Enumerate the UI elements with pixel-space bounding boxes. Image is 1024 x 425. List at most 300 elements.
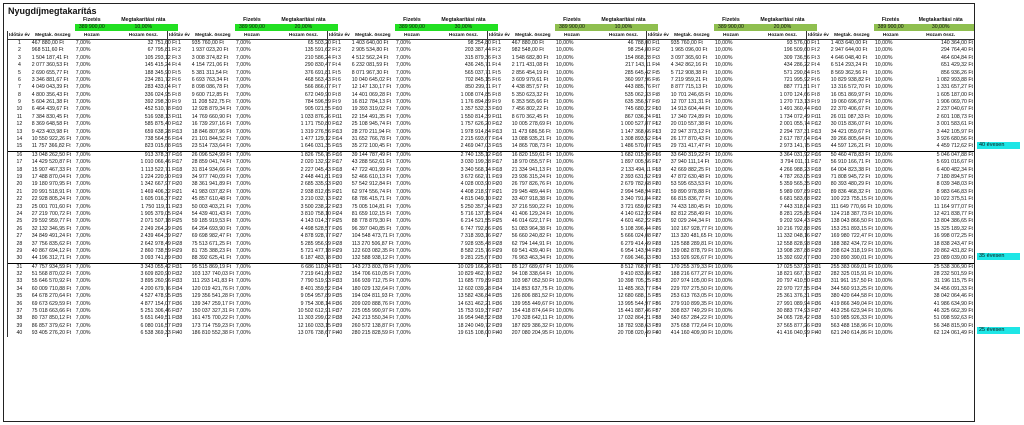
yield-total-cell: 823 015,68 Ft bbox=[144, 143, 177, 150]
yield-rate-cell: 10,00% bbox=[714, 47, 733, 54]
yield-rate-cell: 7,00% bbox=[75, 91, 91, 98]
year-cell: 11 bbox=[647, 114, 670, 121]
table-row bbox=[488, 293, 658, 300]
year-cell: 33 bbox=[807, 278, 830, 285]
saved-amount-cell: 15 907 467,33 Ft bbox=[31, 166, 72, 173]
yield-total-cell: 8 512 768,97 Ft bbox=[589, 263, 658, 271]
table-row bbox=[807, 240, 975, 247]
yield-total-cell: 3 001 583,61 Ft bbox=[936, 121, 973, 128]
table-row bbox=[168, 92, 338, 99]
yield-rate-cell: 10,00% bbox=[714, 76, 733, 83]
year-cell: 24 bbox=[168, 211, 191, 218]
yield-rate-cell: 7,00% bbox=[235, 128, 251, 135]
year-cell: 16 bbox=[807, 151, 830, 159]
yield-rate-cell: 7,00% bbox=[75, 76, 91, 83]
table-row bbox=[807, 114, 975, 121]
yield-total-cell: 738 564,56 Ft bbox=[144, 136, 177, 143]
yield-total-cell: 1 897 005,56 Ft bbox=[620, 159, 657, 166]
saved-amount-cell: 16 051 869,97 Ft bbox=[830, 91, 871, 98]
year-cell: 24 bbox=[488, 211, 511, 218]
saved-amount-cell: 41 406 129,24 Ft bbox=[511, 210, 552, 217]
yield-rate-cell: 10,00% bbox=[714, 308, 733, 315]
saved-amount-cell: 69 541 439,40 Ft bbox=[511, 247, 552, 254]
year-cell: 23 bbox=[8, 203, 31, 210]
saved-amount-cell: 85 127 689,67 Ft bbox=[511, 263, 555, 271]
yield-total-cell: 5 716 137,15 Ft bbox=[460, 210, 497, 217]
yield-rate-cell: 7,00% bbox=[235, 174, 251, 180]
yield-rate-cell: 10,00% bbox=[874, 255, 893, 262]
year-cell: 29 bbox=[8, 248, 31, 255]
year-cell: 8 bbox=[488, 92, 511, 99]
table-row bbox=[807, 196, 975, 203]
blank-cell bbox=[328, 17, 351, 24]
saved-amount-cell: 31 814 934,66 Ft bbox=[191, 166, 232, 173]
yield-total-cell: 2 994 548,94 Ft bbox=[620, 188, 657, 195]
saved-amount-cell: 414 160 409,90 Ft bbox=[670, 330, 713, 337]
yield-rate-cell: 7,00% bbox=[395, 62, 411, 69]
yield-total-cell: 376 691,81 Ft bbox=[304, 69, 337, 76]
saved-amount-cell: 80 737 850,12 Ft bbox=[31, 315, 72, 322]
saved-amount-cell: 80 393 480,29 Ft bbox=[830, 181, 871, 188]
year-cell: 10 bbox=[807, 106, 830, 113]
yield-rate-cell: 7,00% bbox=[395, 196, 411, 203]
saved-amount-cell: 129 356 541,28 Ft bbox=[191, 293, 234, 300]
yield-total-cell: 5 046 047,88 Ft bbox=[907, 151, 974, 159]
table-row bbox=[807, 233, 975, 240]
year-cell: 36 bbox=[8, 300, 31, 307]
yield-rate-cell: 7,00% bbox=[75, 285, 91, 292]
table-row bbox=[647, 308, 817, 315]
year-cell: 30 bbox=[807, 255, 830, 263]
year-cell: 31 bbox=[328, 263, 351, 271]
year-cell: 11 bbox=[807, 114, 830, 121]
yield-rate-cell: 10,00% bbox=[555, 300, 574, 307]
year-cell: 26 bbox=[328, 226, 351, 233]
yield-rate-cell: 7,00% bbox=[235, 293, 251, 300]
yield-total-cell: 1 342 667,97 Ft bbox=[140, 181, 177, 188]
saved-amount-cell: 7 384 830,45 Ft bbox=[31, 113, 69, 120]
saved-amount-cell: 44 597 126,21 Ft bbox=[830, 143, 871, 150]
saved-amount-cell: 56 910 166,71 Ft bbox=[830, 159, 871, 166]
yield-total-cell: 1 331 657,27 Ft bbox=[936, 84, 973, 91]
yield-total-cell: 285 645,42 Ft bbox=[624, 69, 657, 76]
saved-amount-cell: 10 701 246,65 Ft bbox=[670, 91, 711, 98]
scenario-table bbox=[646, 17, 817, 337]
block-header-row bbox=[647, 17, 817, 24]
saved-amount-cell: 14 769 660,90 Ft bbox=[191, 113, 232, 120]
table-row bbox=[488, 323, 658, 330]
table-row bbox=[807, 151, 975, 159]
yield-rate-cell: 7,00% bbox=[75, 255, 91, 262]
table-row bbox=[168, 233, 338, 240]
yield-rate-cell: 7,00% bbox=[395, 143, 411, 150]
table-row bbox=[168, 128, 338, 135]
table-row bbox=[647, 39, 817, 47]
table-row bbox=[328, 189, 498, 196]
yield-rate-cell: 7,00% bbox=[395, 308, 411, 315]
table-row bbox=[168, 166, 338, 173]
yield-total-cell: 1 826 756,75 Ft bbox=[269, 151, 338, 159]
rate-input[interactable]: 30,00% bbox=[907, 24, 974, 31]
saved-amount-cell: 253 613 763,05 Ft bbox=[670, 293, 713, 300]
yield-total-cell: 234 281,72 Ft bbox=[144, 76, 177, 83]
column-header-row bbox=[807, 31, 975, 39]
yield-total-cell: 7 696 346,33 Ft bbox=[620, 255, 657, 262]
saved-amount-cell: 29 592 959,77 Ft bbox=[31, 218, 72, 225]
yield-rate-cell: 10,00% bbox=[555, 247, 574, 254]
saved-amount-cell: 51 083 964,38 Ft bbox=[511, 225, 552, 232]
scenario-table bbox=[487, 17, 658, 337]
yield-rate-cell: 7,00% bbox=[235, 218, 251, 225]
saved-amount-cell: 66 815 836,77 Ft bbox=[670, 196, 711, 203]
year-cell: 11 bbox=[488, 114, 511, 121]
scenario-table bbox=[167, 17, 338, 337]
salary-input[interactable]: 389 900,00 bbox=[395, 24, 429, 31]
table-row bbox=[647, 323, 817, 330]
yield-total-cell: 1 750 119,11 Ft bbox=[141, 203, 177, 210]
yield-rate-cell: 10,00% bbox=[874, 240, 893, 247]
saved-amount-cell: 74 433 180,45 Ft bbox=[670, 203, 711, 210]
yield-rate-cell: 7,00% bbox=[235, 255, 251, 262]
year-cell: 34 bbox=[647, 286, 670, 293]
yield-rate-cell: 7,00% bbox=[235, 99, 251, 106]
table-row bbox=[488, 151, 658, 159]
saved-amount-cell: 75 513 671,25 Ft bbox=[191, 240, 232, 247]
saved-amount-cell: 255 383 069,01 Ft bbox=[830, 263, 873, 270]
yield-rate-cell: 7,00% bbox=[75, 196, 91, 203]
table-row bbox=[488, 211, 658, 218]
salary-input[interactable]: 389 900,00 bbox=[75, 24, 109, 31]
salary-input[interactable]: 389 900,00 bbox=[555, 24, 589, 31]
yield-total-cell: 721 995,92 Ft bbox=[783, 76, 816, 83]
saved-amount-cell: 33 407 918,38 Ft bbox=[511, 196, 552, 203]
saved-amount-cell: 463 256 623,94 Ft bbox=[830, 308, 873, 315]
yield-rate-cell: 7,00% bbox=[75, 106, 91, 113]
saved-amount-cell: 81 659 102,15 Ft bbox=[351, 210, 392, 217]
yield-total-cell: 1 605 187,00 Ft bbox=[936, 91, 973, 98]
table-row bbox=[807, 92, 975, 99]
yield-total-cell: 37 565 877,26 Ft bbox=[776, 322, 816, 329]
yield-total-cell: 9 202 924,43 Ft bbox=[779, 218, 816, 225]
yield-rate-cell: 10,00% bbox=[714, 188, 733, 195]
saved-amount-cell: 33 640 319,22 Ft bbox=[670, 151, 714, 159]
year-cell: 25 bbox=[647, 218, 670, 225]
yield-total-cell: 2 071 507,18 Ft bbox=[140, 218, 177, 225]
saved-amount-cell: 4 800 356,43 Ft bbox=[31, 91, 69, 98]
yield-rate-cell: 7,00% bbox=[235, 315, 251, 322]
saved-amount-cell: 113 320 481,65 Ft bbox=[670, 233, 713, 240]
year-cell: 18 bbox=[488, 166, 511, 173]
yield-total-cell: 1 176 894,89 Ft bbox=[460, 99, 497, 106]
yield-rate-cell: 10,00% bbox=[714, 300, 733, 307]
table-row bbox=[328, 278, 498, 285]
yield-total-cell: 2 448 441,81 Ft bbox=[300, 174, 337, 180]
year-cell: 34 bbox=[328, 286, 351, 293]
blank-cell bbox=[351, 17, 395, 24]
yield-rate-cell: 7,00% bbox=[395, 54, 411, 61]
yield-rate-cell: 10,00% bbox=[555, 203, 574, 210]
table-row bbox=[647, 271, 817, 278]
year-cell: 5 bbox=[807, 69, 830, 76]
table-row bbox=[647, 69, 817, 76]
table-row bbox=[488, 196, 658, 203]
saved-amount-cell: 54 439 401,43 Ft bbox=[191, 210, 232, 217]
saved-amount-cell: 60 009 710,88 Ft bbox=[31, 285, 72, 292]
yield-total-cell: 11 485 363,77 Ft bbox=[618, 285, 657, 292]
year-cell: 38 bbox=[488, 315, 511, 322]
table-row bbox=[488, 240, 658, 247]
yield-rate-cell: 10,00% bbox=[714, 151, 748, 159]
saved-amount-cell: 230 890 390,01 Ft bbox=[830, 255, 873, 262]
yield-total-cell: 15 441 887,46 Ft bbox=[617, 308, 657, 315]
year-cell: 3 bbox=[168, 55, 191, 62]
table-row bbox=[807, 181, 975, 188]
yield-total-cell: 651 429,32 Ft bbox=[940, 62, 973, 69]
spreadsheet bbox=[3, 3, 975, 422]
table-row bbox=[328, 136, 498, 143]
table-row bbox=[647, 293, 817, 300]
table-row bbox=[647, 47, 817, 54]
rate-input[interactable]: 30,00% bbox=[429, 24, 498, 31]
salary-input[interactable]: 389 900,00 bbox=[235, 24, 269, 31]
yield-total-cell: 3 343 055,42 Ft bbox=[109, 263, 178, 271]
rate-input[interactable]: 20,00% bbox=[748, 24, 817, 31]
year-cell: 39 bbox=[8, 323, 31, 330]
table-row bbox=[647, 330, 817, 337]
yield-total-cell: 210 586,24 Ft bbox=[304, 54, 337, 61]
saved-amount-cell: 50 460 478,83 Ft bbox=[830, 151, 874, 159]
block-input-row bbox=[807, 24, 975, 31]
yield-rate-cell: 7,00% bbox=[235, 143, 251, 150]
table-row bbox=[807, 286, 975, 293]
yield-total-cell: 468 563,43 Ft bbox=[304, 76, 337, 83]
salary-input[interactable]: 389 900,00 bbox=[874, 24, 907, 31]
year-cell: 14 bbox=[647, 136, 670, 143]
table-row bbox=[328, 39, 498, 47]
year-cell: 6 bbox=[328, 77, 351, 84]
table-row bbox=[328, 114, 498, 121]
yield-total-cell: 7 318 393,16 Ft bbox=[460, 233, 497, 240]
saved-amount-cell: 340 657 284,22 Ft bbox=[670, 315, 713, 322]
blank-cell bbox=[488, 17, 511, 24]
salary-header: Fizetés bbox=[403, 17, 421, 24]
year-cell: 2 bbox=[488, 47, 511, 54]
table-row bbox=[168, 151, 338, 159]
yield-total-cell: 1 477 129,12 Ft bbox=[300, 136, 337, 143]
year-cell: 9 bbox=[328, 99, 351, 106]
yield-rate-cell: 10,00% bbox=[874, 278, 893, 285]
table-row bbox=[807, 84, 975, 91]
year-cell: 14 bbox=[168, 136, 191, 143]
table-row bbox=[8, 84, 178, 91]
yield-rate-cell: 7,00% bbox=[235, 121, 251, 128]
table-row bbox=[8, 106, 178, 113]
rate-input[interactable]: 10,00% bbox=[109, 24, 178, 31]
saved-amount-cell: 9 423 403,98 Ft bbox=[31, 128, 69, 135]
year-cell: 25 bbox=[807, 218, 830, 225]
saved-amount-cell: 207 080 204,95 Ft bbox=[511, 330, 554, 337]
yield-rate-cell: 10,00% bbox=[874, 300, 893, 307]
rate-input[interactable]: 10,00% bbox=[589, 24, 658, 31]
saved-amount-cell: 8 877 715,13 Ft bbox=[670, 84, 708, 91]
saved-amount-cell: 71 808 945,72 Ft bbox=[830, 174, 871, 180]
table-row bbox=[647, 99, 817, 106]
table-row bbox=[8, 166, 178, 173]
col-header-hozam-ossz: Hozam össz. bbox=[589, 31, 658, 39]
yield-total-cell: 23 089 039,00 Ft bbox=[933, 255, 973, 262]
yield-rate-cell: 10,00% bbox=[874, 47, 893, 54]
yield-rate-cell: 7,00% bbox=[235, 47, 251, 54]
yield-rate-cell: 10,00% bbox=[874, 39, 893, 46]
salary-input[interactable]: 389 900,00 bbox=[714, 24, 748, 31]
yield-total-cell: 1 906 069,70 Ft bbox=[936, 99, 973, 106]
year-cell: 20 bbox=[807, 181, 830, 188]
year-cell: 20 bbox=[8, 181, 31, 188]
yield-total-cell: 15 753 919,37 Ft bbox=[457, 308, 497, 315]
yield-rate-cell: 10,00% bbox=[874, 196, 893, 203]
table-row bbox=[807, 62, 975, 69]
table-row bbox=[168, 47, 338, 54]
table-row bbox=[168, 263, 338, 271]
saved-amount-cell: 21 101 844,52 Ft bbox=[191, 136, 232, 143]
yield-total-cell: 1 978 914,84 Ft bbox=[460, 128, 497, 135]
saved-amount-cell: 122 603 082,35 Ft bbox=[351, 247, 394, 254]
saved-amount-cell: 47 722 401,99 Ft bbox=[351, 166, 392, 173]
saved-amount-cell: 47 872 630,48 Ft bbox=[670, 174, 711, 180]
saved-amount-cell: 311 961 157,50 Ft bbox=[830, 278, 873, 285]
saved-amount-cell: 180 029 132,64 Ft bbox=[351, 285, 394, 292]
year-cell: 7 bbox=[168, 84, 191, 91]
yield-total-cell: 22 970 727,55 Ft bbox=[776, 285, 816, 292]
yield-rate-cell: 7,00% bbox=[235, 263, 269, 271]
year-cell: 14 bbox=[488, 136, 511, 143]
table-row bbox=[488, 62, 658, 69]
blank-cell bbox=[351, 24, 395, 31]
rate-input[interactable]: 20,00% bbox=[269, 24, 338, 31]
yield-rate-cell: 10,00% bbox=[555, 128, 574, 135]
year-cell: 2 bbox=[807, 47, 830, 54]
yield-total-cell: 1 605 016,37 Ft bbox=[140, 196, 177, 203]
yield-rate-cell: 7,00% bbox=[75, 293, 91, 300]
rate-header: Megtakarítási ráta bbox=[441, 17, 486, 24]
yield-total-cell: 1 270 713,13 Ft bbox=[779, 99, 816, 106]
yield-total-cell: 1 646 031,35 Ft bbox=[300, 143, 337, 150]
year-cell: 40 bbox=[328, 330, 351, 337]
yield-rate-cell: 10,00% bbox=[874, 99, 893, 106]
table-row bbox=[328, 128, 498, 135]
table-row bbox=[647, 143, 817, 151]
year-cell: 21 bbox=[647, 189, 670, 196]
table-row bbox=[488, 308, 658, 315]
table-row bbox=[328, 159, 498, 166]
table-row bbox=[647, 114, 817, 121]
saved-amount-cell: 8 569 362,56 Ft bbox=[830, 69, 868, 76]
year-cell: 15 bbox=[168, 143, 191, 151]
yield-rate-cell: 7,00% bbox=[395, 76, 411, 83]
table-row bbox=[328, 211, 498, 218]
saved-amount-cell: 103 987 052,50 Ft bbox=[511, 278, 554, 285]
saved-amount-cell: 6 232 081,59 Ft bbox=[351, 62, 389, 69]
yield-total-cell: 27 991 089,94 Ft bbox=[776, 300, 816, 307]
yield-total-cell: 2 617 787,04 Ft bbox=[779, 136, 816, 143]
yield-total-cell: 9 054 957,89 Ft bbox=[300, 293, 337, 300]
table-row bbox=[647, 300, 817, 307]
year-cell: 16 bbox=[8, 151, 31, 159]
table-row bbox=[807, 211, 975, 218]
yield-rate-cell: 7,00% bbox=[75, 300, 91, 307]
yield-rate-cell: 7,00% bbox=[395, 300, 411, 307]
table-row bbox=[168, 248, 338, 255]
yield-total-cell: 659 638,28 Ft bbox=[144, 128, 177, 135]
yield-rate-cell: 10,00% bbox=[555, 106, 574, 113]
year-cell: 23 bbox=[168, 203, 191, 210]
year-cell: 9 bbox=[807, 99, 830, 106]
year-cell: 39 bbox=[328, 323, 351, 330]
yield-rate-cell: 10,00% bbox=[555, 225, 574, 232]
saved-amount-cell: 16 812 784,13 Ft bbox=[351, 99, 392, 106]
saved-amount-cell: 2 947 644,00 Ft bbox=[830, 47, 868, 54]
yield-total-cell: 2 860 738,59 Ft bbox=[140, 247, 177, 254]
col-header-hozam-ossz: Hozam össz. bbox=[907, 31, 974, 39]
saved-amount-cell: 16 820 159,61 Ft bbox=[511, 151, 555, 159]
yield-total-cell: 1 734 072,49 Ft bbox=[779, 113, 816, 120]
year-cell: 21 bbox=[807, 189, 830, 196]
table-row bbox=[168, 62, 338, 69]
year-cell: 27 bbox=[488, 233, 511, 240]
table-row bbox=[328, 99, 498, 106]
block-header-row bbox=[328, 17, 498, 24]
yield-total-cell: 32 751,60 Ft bbox=[147, 39, 177, 46]
col-header-hozam: Hozam bbox=[235, 31, 269, 39]
saved-amount-cell: 31 652 766,78 Ft bbox=[351, 136, 392, 143]
year-cell: 28 bbox=[328, 240, 351, 247]
yield-rate-cell: 7,00% bbox=[75, 136, 91, 143]
yield-rate-cell: 10,00% bbox=[874, 210, 893, 217]
saved-amount-cell: 103 137 740,03 Ft bbox=[191, 271, 234, 278]
table-row bbox=[647, 159, 817, 166]
saved-amount-cell: 14 429 520,87 Ft bbox=[31, 159, 72, 166]
table-row bbox=[168, 300, 338, 307]
saved-amount-cell: 982 548,00 Ft bbox=[511, 47, 544, 54]
saved-amount-cell: 13 316 572,70 Ft bbox=[830, 84, 871, 91]
yield-rate-cell: 10,00% bbox=[874, 330, 893, 337]
saved-amount-cell: 55 646 570,92 Ft bbox=[31, 278, 72, 285]
table-row bbox=[168, 286, 338, 293]
table-row bbox=[647, 181, 817, 188]
saved-amount-cell: 4 154 721,06 Ft bbox=[191, 62, 229, 69]
year-cell: 27 bbox=[8, 233, 31, 240]
blank-cell bbox=[647, 17, 670, 24]
yield-rate-cell: 10,00% bbox=[874, 203, 893, 210]
yield-total-cell: 452 510,78 Ft bbox=[144, 106, 177, 113]
saved-amount-cell: 68 786 415,71 Ft bbox=[351, 196, 392, 203]
table-row bbox=[807, 248, 975, 255]
yield-rate-cell: 7,00% bbox=[235, 166, 251, 173]
saved-amount-cell: 44 196 312,71 Ft bbox=[31, 255, 72, 262]
yield-total-cell: 10 829 462,70 Ft bbox=[457, 271, 497, 278]
year-cell: 30 bbox=[328, 255, 351, 263]
table-row bbox=[168, 136, 338, 143]
yield-total-cell: 18 782 938,63 Ft bbox=[617, 322, 657, 329]
age-marker: 40 évesen bbox=[977, 142, 1020, 149]
year-cell: 32 bbox=[488, 271, 511, 278]
yield-rate-cell: 10,00% bbox=[714, 113, 733, 120]
year-cell: 17 bbox=[328, 159, 351, 166]
year-cell: 38 bbox=[8, 315, 31, 322]
yield-rate-cell: 10,00% bbox=[555, 308, 574, 315]
yield-rate-cell: 10,00% bbox=[555, 233, 574, 240]
saved-amount-cell: 308 837 749,29 Ft bbox=[670, 308, 713, 315]
